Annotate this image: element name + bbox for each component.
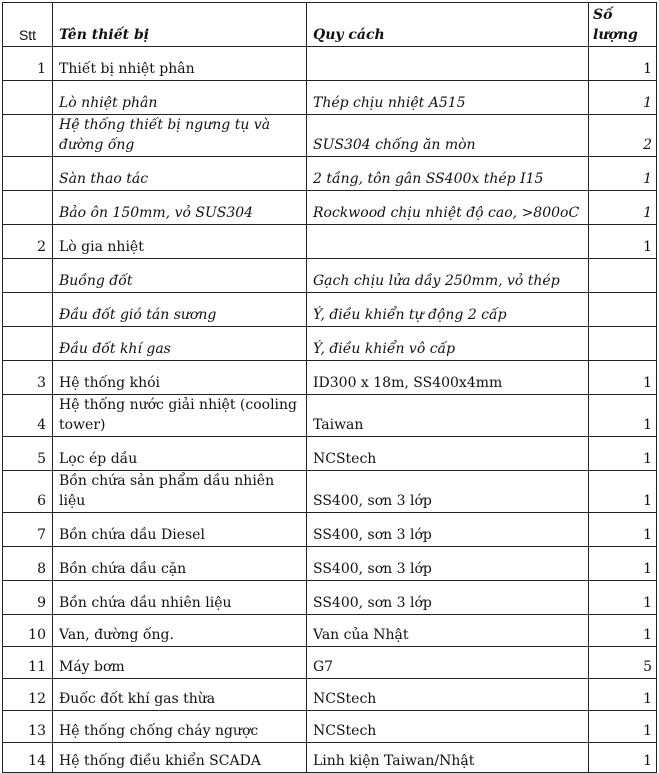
specification: ID300 x 18m, SS400x4mm (307, 361, 589, 395)
table-row (3, 513, 657, 547)
row-number (3, 327, 53, 361)
row-number (3, 191, 53, 225)
row-number: 13 (3, 711, 53, 743)
row-number (3, 293, 53, 327)
quantity: 1 (589, 47, 657, 81)
table-row (3, 581, 657, 615)
equipment-name: Bồn chứa dầu cặn (53, 547, 307, 581)
specification: SUS304 chống ăn mòn (307, 115, 589, 157)
specification: NCStech (307, 437, 589, 471)
table-row (3, 191, 657, 225)
equipment-name: Hệ thống điều khiển SCADA (53, 743, 307, 773)
header-name: Tên thiết bị (53, 3, 307, 47)
header-stt: Stt (3, 3, 53, 47)
specification: Taiwan (307, 395, 589, 437)
table-row (3, 547, 657, 581)
quantity: 1 (589, 225, 657, 259)
equipment-table (2, 2, 657, 773)
table-row (3, 293, 657, 327)
specification: Gạch chịu lửa dầy 250mm, vỏ thép (307, 259, 589, 293)
specification: Van của Nhật (307, 615, 589, 647)
equipment-name: Buồng đốt (53, 259, 307, 293)
equipment-name: Đuốc đốt khí gas thừa (53, 679, 307, 711)
row-number: 8 (3, 547, 53, 581)
table-row (3, 225, 657, 259)
equipment-name: Bồn chứa dầu nhiên liệu (53, 581, 307, 615)
header-row (3, 3, 657, 47)
equipment-name: Đầu đốt gió tán sương (53, 293, 307, 327)
row-number: 2 (3, 225, 53, 259)
specification: Ý, điều khiển tự động 2 cấp (307, 293, 589, 327)
table-row (3, 115, 657, 157)
header-qty: Số lượng (589, 3, 657, 47)
equipment-name: Van, đường ống. (53, 615, 307, 647)
specification: SS400, sơn 3 lớp (307, 547, 589, 581)
row-number: 5 (3, 437, 53, 471)
specification (307, 225, 589, 259)
table-row (3, 711, 657, 743)
row-number (3, 259, 53, 293)
equipment-name: Hệ thống chống cháy ngược (53, 711, 307, 743)
quantity: 1 (589, 711, 657, 743)
table-row (3, 259, 657, 293)
table-row (3, 647, 657, 679)
row-number: 4 (3, 395, 53, 437)
specification: NCStech (307, 711, 589, 743)
header-spec: Quy cách (307, 3, 589, 47)
quantity: 1 (589, 513, 657, 547)
equipment-name: Sàn thao tác (53, 157, 307, 191)
equipment-name: Bảo ôn 150mm, vỏ SUS304 (53, 191, 307, 225)
quantity: 1 (589, 471, 657, 513)
table-row (3, 81, 657, 115)
equipment-name: Lọc ép dầu (53, 437, 307, 471)
table-row (3, 361, 657, 395)
table-row (3, 157, 657, 191)
quantity: 1 (589, 437, 657, 471)
specification: Rockwood chịu nhiệt độ cao, >800oC (307, 191, 589, 225)
row-number: 3 (3, 361, 53, 395)
quantity: 1 (589, 361, 657, 395)
quantity: 1 (589, 395, 657, 437)
row-number: 6 (3, 471, 53, 513)
row-number: 14 (3, 743, 53, 773)
table-row (3, 327, 657, 361)
specification: Thép chịu nhiệt A515 (307, 81, 589, 115)
specification: 2 tầng, tôn gân SS400x thép I15 (307, 157, 589, 191)
equipment-name: Hệ thống nước giải nhiệt (cooling tower) (53, 395, 307, 437)
table-row (3, 743, 657, 773)
specification: SS400, sơn 3 lớp (307, 581, 589, 615)
row-number: 10 (3, 615, 53, 647)
specification: NCStech (307, 679, 589, 711)
table-row (3, 615, 657, 647)
quantity: 1 (589, 679, 657, 711)
row-number: 11 (3, 647, 53, 679)
row-number: 1 (3, 47, 53, 81)
quantity: 5 (589, 647, 657, 679)
quantity (589, 259, 657, 293)
table-row (3, 395, 657, 437)
equipment-name: Máy bơm (53, 647, 307, 679)
equipment-name: Bồn chứa sản phẩm dầu nhiên liệu (53, 471, 307, 513)
row-number (3, 115, 53, 157)
row-number: 12 (3, 679, 53, 711)
specification: SS400, sơn 3 lớp (307, 471, 589, 513)
equipment-name: Đầu đốt khí gas (53, 327, 307, 361)
row-number: 9 (3, 581, 53, 615)
equipment-name: Bồn chứa dầu Diesel (53, 513, 307, 547)
specification: Linh kiện Taiwan/Nhật (307, 743, 589, 773)
row-number: 7 (3, 513, 53, 547)
equipment-name: Lò gia nhiệt (53, 225, 307, 259)
quantity: 1 (589, 743, 657, 773)
quantity: 2 (589, 115, 657, 157)
specification: Ý, điều khiển vô cấp (307, 327, 589, 361)
table-row (3, 437, 657, 471)
table-row (3, 679, 657, 711)
quantity: 1 (589, 581, 657, 615)
quantity: 1 (589, 615, 657, 647)
quantity (589, 327, 657, 361)
equipment-name: Hệ thống thiết bị ngưng tụ và đường ống (53, 115, 307, 157)
equipment-name: Lò nhiệt phân (53, 81, 307, 115)
quantity: 1 (589, 157, 657, 191)
equipment-name: Hệ thống khói (53, 361, 307, 395)
table-row (3, 47, 657, 81)
equipment-name: Thiết bị nhiệt phân (53, 47, 307, 81)
quantity: 1 (589, 191, 657, 225)
row-number (3, 81, 53, 115)
table-row (3, 471, 657, 513)
quantity (589, 293, 657, 327)
quantity: 1 (589, 81, 657, 115)
quantity: 1 (589, 547, 657, 581)
specification (307, 47, 589, 81)
row-number (3, 157, 53, 191)
specification: G7 (307, 647, 589, 679)
specification: SS400, sơn 3 lớp (307, 513, 589, 547)
